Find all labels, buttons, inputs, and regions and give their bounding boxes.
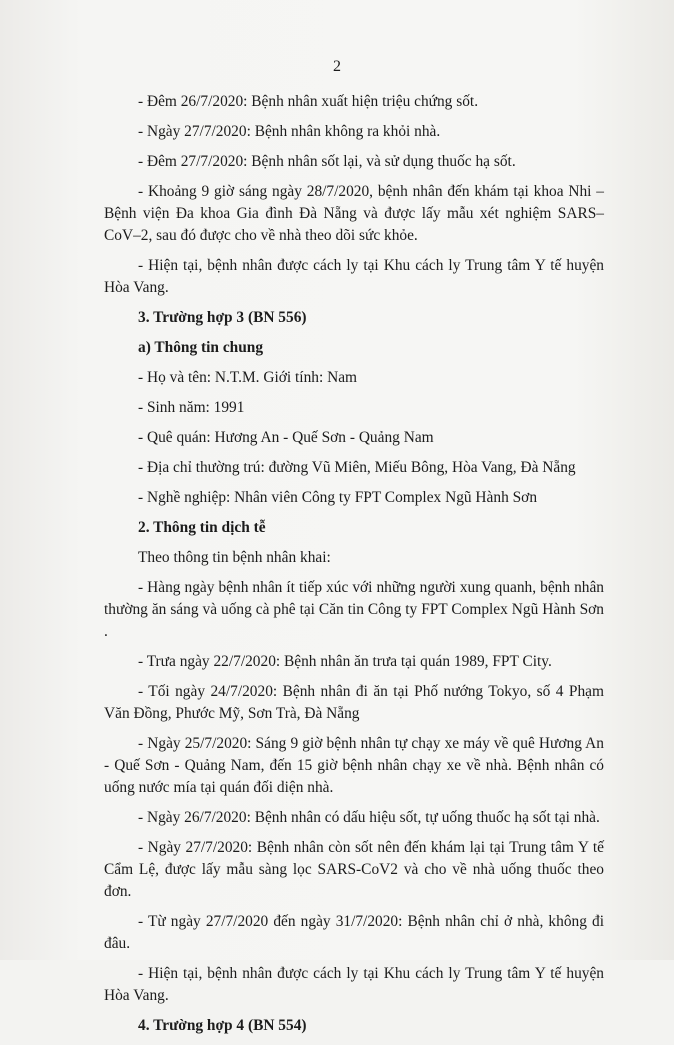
paragraph: - Hiện tại, bệnh nhân được cách ly tại Khu cách ly Trung tâm Y tế huyện Hòa Vang. [104,257,604,296]
paragraph: - Trưa ngày 22/7/2020: Bệnh nhân ăn trưa tại quán 1989, FPT City. [138,653,552,670]
section-heading: 3. Trường hợp 3 (BN 556) [138,309,307,326]
section-heading: 2. Thông tin dịch tễ [138,519,266,536]
paragraph: - Đêm 27/7/2020: Bệnh nhân sốt lại, và sử dụng thuốc hạ sốt. [138,153,516,170]
paragraph: - Nghề nghiệp: Nhân viên Công ty FPT Complex Ngũ Hành Sơn [138,489,538,506]
paragraph: - Ngày 25/7/2020: Sáng 9 giờ bệnh nhân tự chạy xe máy về quê Hương An - Quế Sơn - Quảng Nam, đến 15 giờ bệnh nhân chạy xe về nhà. Bệnh nhân có uống nước mía tại quán đối diện nhà. [104,735,604,796]
paragraph: - Hiện tại, bệnh nhân được cách ly tại Khu cách ly Trung tâm Y tế huyện Hòa Vang. [104,965,604,1004]
paragraph: - Họ và tên: N.T.M. Giới tính: Nam [138,369,358,386]
paragraph: - Ngày 26/7/2020: Bệnh nhân có dấu hiệu sốt, tự uống thuốc hạ sốt tại nhà. [138,809,600,826]
paragraph: - Ngày 27/7/2020: Bệnh nhân còn sốt nên đến khám lại tại Trung tâm Y tế Cẩm Lệ, được lấy mẫu sàng lọc SARS-CoV2 và cho về nhà uống thuốc theo đơn. [104,839,604,900]
paragraph: - Ngày 27/7/2020: Bệnh nhân không ra khỏi nhà. [138,123,441,140]
subsection-heading: a) Thông tin chung [138,339,264,356]
paragraph: - Quê quán: Hương An - Quế Sơn - Quảng Nam [138,429,434,446]
paragraph: Theo thông tin bệnh nhân khai: [138,549,331,566]
paragraph: - Hàng ngày bệnh nhân ít tiếp xúc với những người xung quanh, bệnh nhân thường ăn sáng và uống cà phê tại Căn tin Công ty FPT Complex Ngũ Hành Sơn . [104,579,604,640]
paragraph: - Địa chỉ thường trú: đường Vũ Miên, Miếu Bông, Hòa Vang, Đà Nẵng [138,459,576,476]
paragraph: - Sinh năm: 1991 [138,399,245,416]
document-body [104,91,604,1045]
paragraph: - Tối ngày 24/7/2020: Bệnh nhân đi ăn tại Phố nướng Tokyo, số 4 Phạm Văn Đồng, Phước Mỹ, Sơn Trà, Đà Nẵng [104,683,604,722]
paragraph: - Khoảng 9 giờ sáng ngày 28/7/2020, bệnh nhân đến khám tại khoa Nhi – Bệnh viện Đa khoa Gia đình Đà Nẵng và được lấy mẫu xét nghiệm SARS–CoV–2, sau đó được cho về nhà theo dõi sức khỏe. [104,183,604,244]
section-heading: 4. Trường hợp 4 (BN 554) [138,1017,307,1034]
page-number: 2 [333,58,341,75]
paragraph: - Từ ngày 27/7/2020 đến ngày 31/7/2020: Bệnh nhân chỉ ở nhà, không đi đâu. [104,913,604,952]
paragraph: - Đêm 26/7/2020: Bệnh nhân xuất hiện triệu chứng sốt. [138,93,479,110]
